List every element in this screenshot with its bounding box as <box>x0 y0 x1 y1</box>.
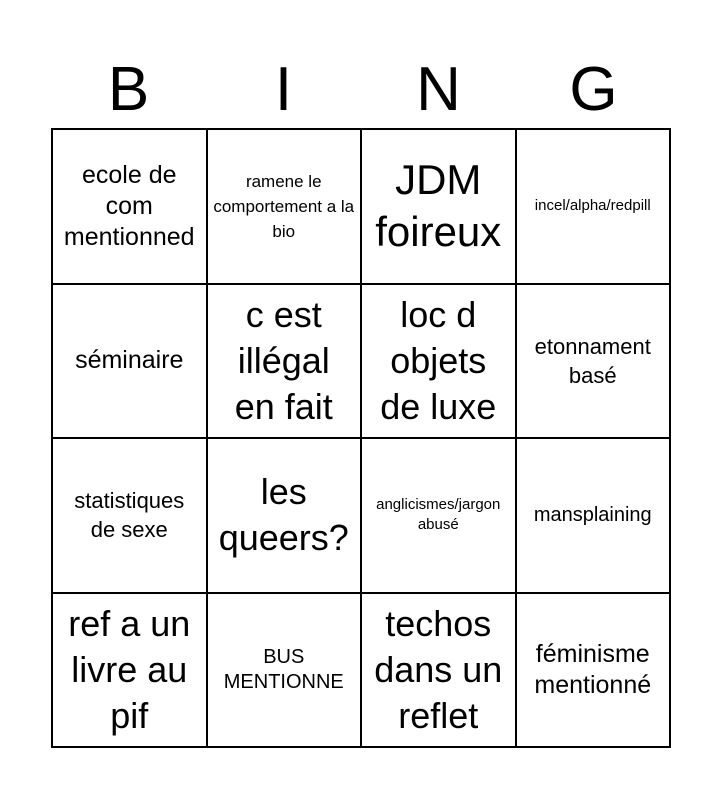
bingo-cell-9[interactable] <box>53 439 208 594</box>
bingo-cell-13[interactable] <box>53 594 208 749</box>
bingo-cell-text: loc d objets de luxe <box>380 293 497 427</box>
bingo-cell-text: statistiques de sexe <box>74 488 185 543</box>
bingo-cell-text: ref a un livre au pif <box>68 602 191 736</box>
bingo-cell-text: séminaire <box>75 346 184 375</box>
bingo-cell-1[interactable] <box>53 130 208 285</box>
bingo-cell-text: etonnament basé <box>534 333 651 388</box>
bingo-cell-14[interactable] <box>208 594 363 749</box>
bingo-header <box>51 52 671 128</box>
bingo-cell-16[interactable] <box>517 594 672 749</box>
bingo-cell-15[interactable] <box>362 594 517 749</box>
bingo-cell-text: les queers? <box>218 471 349 559</box>
header-letter-b: B <box>107 55 150 124</box>
bingo-cell-3[interactable] <box>362 130 517 285</box>
bingo-cell-8[interactable] <box>517 285 672 440</box>
header-letter-g: G <box>569 55 618 124</box>
bingo-cell-text: JDM foireux <box>375 156 502 256</box>
bingo-cell-5[interactable] <box>53 285 208 440</box>
bingo-cell-7[interactable] <box>362 285 517 440</box>
bingo-cell-text: BUS MENTIONNE <box>223 645 344 693</box>
bingo-cell-11[interactable] <box>362 439 517 594</box>
bingo-cell-text: féminisme mentionné <box>534 639 652 699</box>
bingo-cell-text: techos dans un reflet <box>374 602 503 736</box>
bingo-cell-10[interactable] <box>208 439 363 594</box>
header-letter-i: I <box>274 55 293 124</box>
header-letter-n: N <box>416 55 461 124</box>
bingo-cell-text: ecole de com mentionned <box>63 160 195 251</box>
bingo-cell-12[interactable] <box>517 439 672 594</box>
bingo-cell-6[interactable] <box>208 285 363 440</box>
bingo-grid <box>51 128 671 748</box>
bingo-cell-text: c est illégal en fait <box>234 293 333 427</box>
bingo-cell-text: mansplaining <box>533 503 652 526</box>
bingo-cell-text: ramene le comportement a la bio <box>213 171 355 241</box>
bingo-cell-text: anglicismes/jargon abusé <box>376 496 501 534</box>
bingo-cell-text: incel/alpha/redpill <box>534 197 651 215</box>
bingo-cell-2[interactable] <box>208 130 363 285</box>
bingo-cell-4[interactable] <box>517 130 672 285</box>
